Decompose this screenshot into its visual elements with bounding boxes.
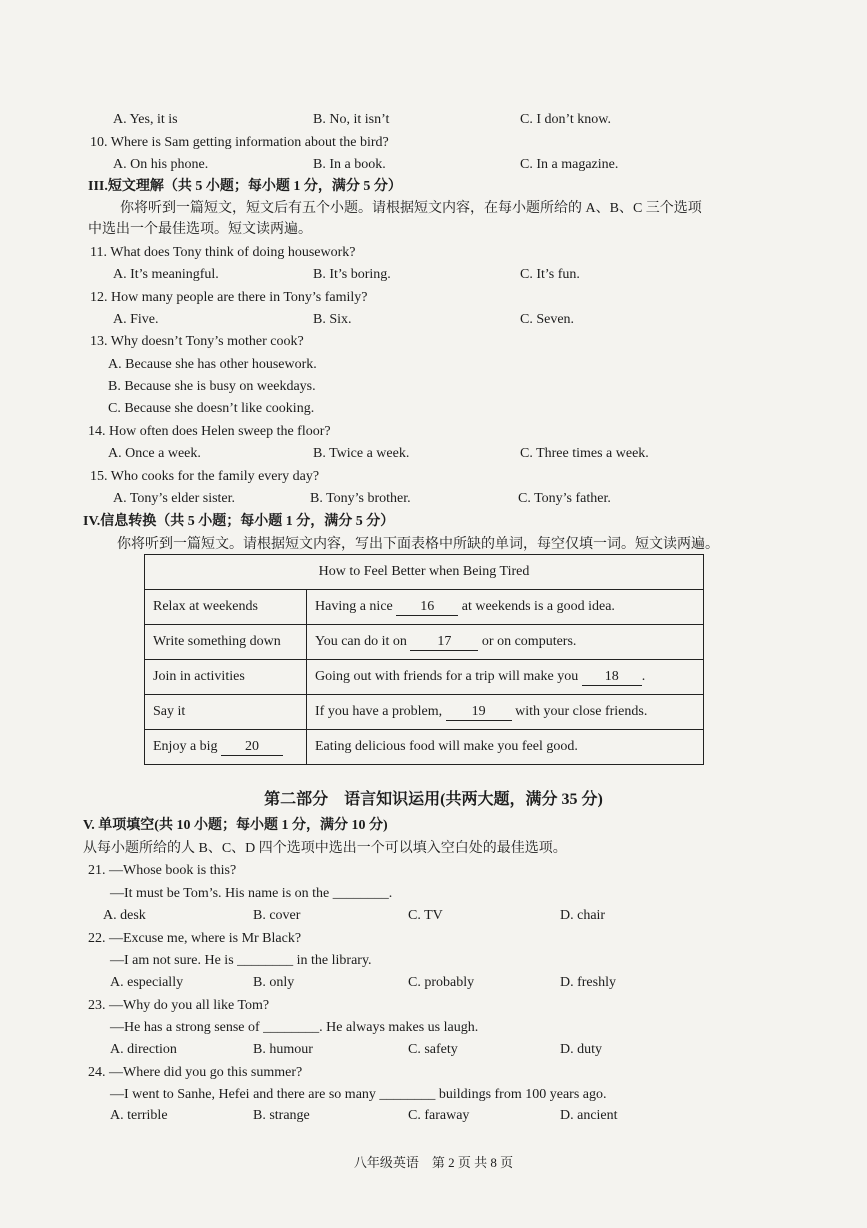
question-line: 21. —Whose book is this? <box>88 863 237 878</box>
question-line: 14. How often does Helen sweep the floor? <box>88 424 331 439</box>
question-line: A. direction <box>110 1042 177 1057</box>
question-line: 15. Who cooks for the family every day? <box>90 469 320 484</box>
row-label: Write something down <box>145 625 307 660</box>
question-line: B. No, it isn’t <box>313 112 390 127</box>
row-content: You can do it on 17 or on computers. <box>307 625 704 660</box>
question-line: A. desk <box>103 908 146 923</box>
question-line: C. It’s fun. <box>520 267 580 282</box>
page-footer: 八年级英语 第 2 页 共 8 页 <box>353 1155 514 1170</box>
section-heading: V. 单项填空(共 10 小题；每小题 1 分，满分 10 分) <box>83 818 388 833</box>
question-line: 你将听到一篇短文，短文后有五个小题。请根据短文内容，在每小题所给的 A、B、C 三个选项 <box>120 201 702 216</box>
question-line: B. Tony’s brother. <box>310 491 411 506</box>
question-line: —I went to Sanhe, Hefei and there are so many ________ buildings from 100 years ago. <box>110 1087 607 1102</box>
question-line: B. It’s boring. <box>313 267 391 282</box>
question-line: C. I don’t know. <box>520 112 611 127</box>
row-content: Having a nice 16 at weekends is a good idea. <box>307 590 704 625</box>
answer-blank: 17 <box>410 634 478 651</box>
question-line: B. cover <box>253 908 301 923</box>
question-line: A. terrible <box>110 1108 168 1123</box>
info-table <box>144 554 704 765</box>
question-line: D. chair <box>560 908 606 923</box>
row-label: Join in activities <box>145 660 307 695</box>
table-row <box>145 695 704 730</box>
question-line: B. humour <box>253 1042 313 1057</box>
question-line: A. Five. <box>113 312 159 327</box>
row-content: Eating delicious food will make you feel good. <box>307 730 704 765</box>
question-line: A. especially <box>110 975 184 990</box>
question-line: —I am not sure. He is ________ in the library. <box>110 953 372 968</box>
row-label: Enjoy a big 20 <box>145 730 307 765</box>
table-title: How to Feel Better when Being Tired <box>145 555 704 590</box>
question-line: B. In a book. <box>313 157 386 172</box>
part-two-heading: 第二部分 语言知识运用(共两大题，满分 35 分) <box>264 791 603 808</box>
question-line: A. Yes, it is <box>113 112 178 127</box>
question-line: A. It’s meaningful. <box>113 267 219 282</box>
question-line: D. duty <box>560 1042 602 1057</box>
answer-blank: 16 <box>396 599 458 616</box>
row-label: Say it <box>145 695 307 730</box>
question-line: 你将听到一篇短文。请根据短文内容，写出下面表格中所缺的单词，每空仅填一词。短文读两遍。 <box>117 537 719 552</box>
question-line: —He has a strong sense of ________. He always makes us laugh. <box>110 1020 479 1035</box>
question-line: 23. —Why do you all like Tom? <box>88 998 270 1013</box>
question-line: A. Because she has other housework. <box>108 357 317 372</box>
question-line: 11. What does Tony think of doing housework? <box>90 245 356 260</box>
question-line: —It must be Tom’s. His name is on the ________. <box>110 886 393 901</box>
question-line: C. Because she doesn’t like cooking. <box>108 401 315 416</box>
question-line: B. Because she is busy on weekdays. <box>108 379 316 394</box>
question-line: B. Twice a week. <box>313 446 410 461</box>
question-line: C. Tony’s father. <box>518 491 611 506</box>
question-line: C. In a magazine. <box>520 157 619 172</box>
question-line: C. TV <box>408 908 443 923</box>
table-row <box>145 625 704 660</box>
section-heading: IV.信息转换（共 5 小题；每小题 1 分，满分 5 分） <box>83 514 395 529</box>
question-line: D. ancient <box>560 1108 618 1123</box>
row-content: Going out with friends for a trip will make you 18 . <box>307 660 704 695</box>
row-content: If you have a problem, 19 with your close friends. <box>307 695 704 730</box>
question-line: 24. —Where did you go this summer? <box>88 1065 303 1080</box>
section-heading: III.短文理解（共 5 小题；每小题 1 分，满分 5 分） <box>88 179 402 194</box>
question-line: B. Six. <box>313 312 352 327</box>
table-row <box>145 660 704 695</box>
question-line: 从每小题所给的人 B、C、D 四个选项中选出一个可以填入空白处的最佳选项。 <box>83 841 567 856</box>
question-line: 13. Why doesn’t Tony’s mother cook? <box>90 334 304 349</box>
answer-blank: 18 <box>582 669 642 686</box>
question-line: A. On his phone. <box>113 157 209 172</box>
question-line: C. faraway <box>408 1108 470 1123</box>
answer-blank: 20 <box>221 739 283 756</box>
question-line: C. Seven. <box>520 312 575 327</box>
question-line: C. Three times a week. <box>520 446 649 461</box>
question-line: B. only <box>253 975 295 990</box>
question-line: C. safety <box>408 1042 458 1057</box>
question-line: 22. —Excuse me, where is Mr Black? <box>88 931 302 946</box>
question-line: A. Tony’s elder sister. <box>113 491 236 506</box>
question-line: B. strange <box>253 1108 310 1123</box>
question-line: A. Once a week. <box>108 446 201 461</box>
table-row <box>145 730 704 765</box>
table-row <box>145 590 704 625</box>
question-line: 12. How many people are there in Tony’s family? <box>90 290 368 305</box>
answer-blank: 19 <box>446 704 512 721</box>
question-line: 中选出一个最佳选项。短文读两遍。 <box>88 222 312 237</box>
question-line: D. freshly <box>560 975 616 990</box>
question-line: 10. Where is Sam getting information about the bird? <box>90 135 389 150</box>
question-line: C. probably <box>408 975 475 990</box>
table-title-row <box>145 555 704 590</box>
row-label: Relax at weekends <box>145 590 307 625</box>
